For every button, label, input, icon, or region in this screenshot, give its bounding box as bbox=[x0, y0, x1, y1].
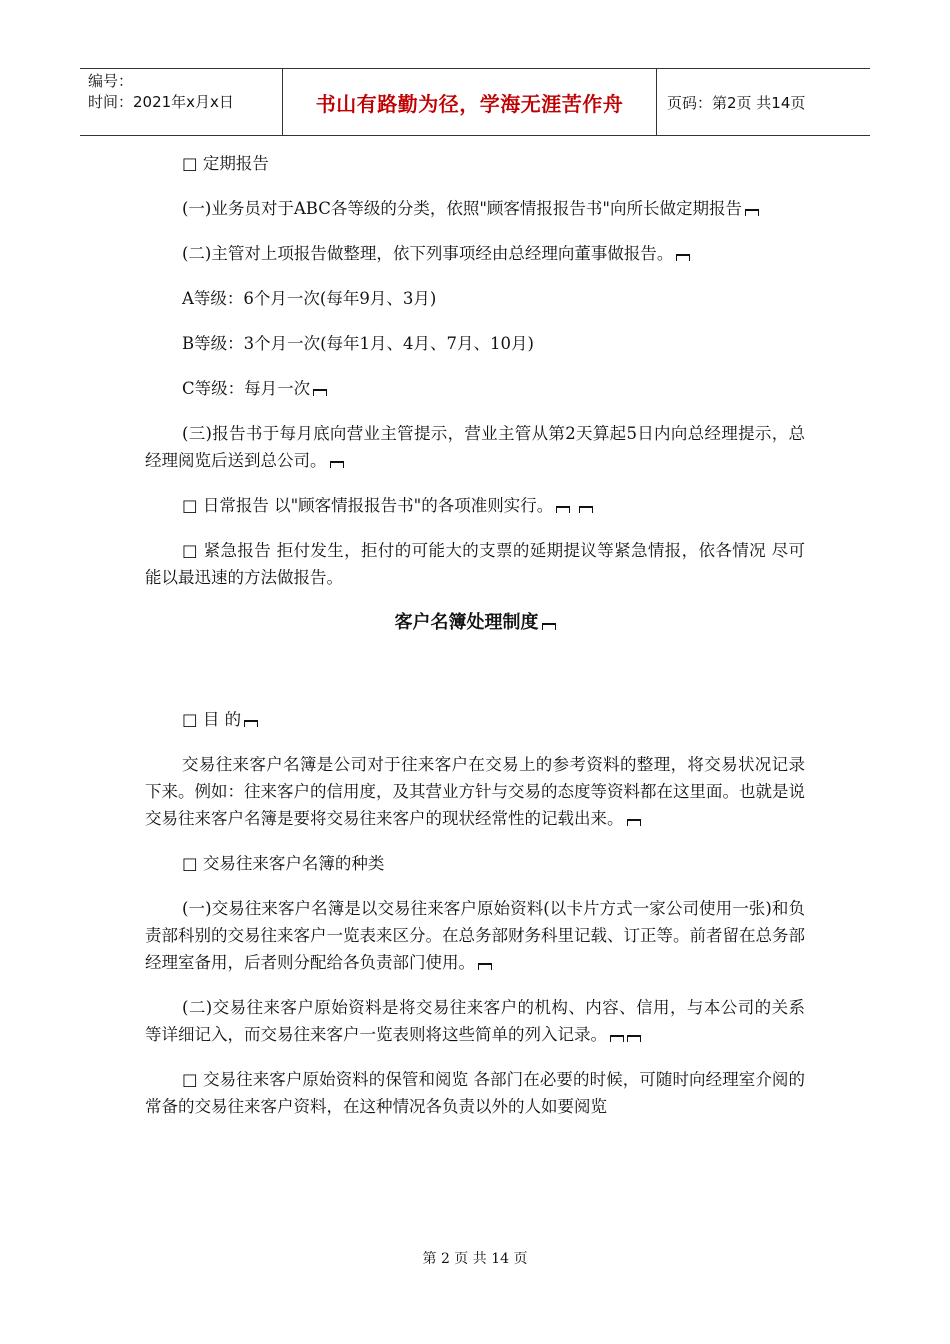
document-body bbox=[145, 150, 805, 1138]
paragraph: □ 日常报告 以"顾客情报报告书"的各项准则实行。 bbox=[145, 492, 805, 519]
paragraph: (一)交易往来客户名簿是以交易往来客户原始资料(以卡片方式一家公司使用一张)和负责部科别的交易往来客户一览表来区分。在总务部财务科里记载、订正等。前者留在总务部经理室备用，后者则分配给各负责部门使用。 bbox=[145, 899, 805, 972]
return-mark-icon bbox=[313, 389, 327, 396]
return-mark-icon bbox=[556, 506, 570, 513]
page-footer: 第 2 页 共 14 页 bbox=[422, 1251, 528, 1267]
time-label: 时间：2021年x月x日 bbox=[88, 93, 234, 111]
return-mark-icon bbox=[478, 963, 492, 970]
header-page-info: 页码：第2页 共14页 bbox=[667, 93, 806, 112]
paragraph: □ 目 的 bbox=[145, 706, 805, 733]
return-mark-icon bbox=[627, 819, 641, 826]
return-mark-icon bbox=[627, 1035, 641, 1042]
paragraph: □ 紧急报告 拒付发生，拒付的可能大的支票的延期提议等紧急情报，依各情况 尽可能以最迅速的方法做报告。 bbox=[145, 541, 805, 587]
paragraph: A等级：6个月一次(每年9月、3月) bbox=[182, 289, 437, 308]
paragraph: □ 定期报告 bbox=[182, 154, 269, 173]
paragraph: □ 交易往来客户原始资料的保管和阅览 各部门在必要的时候，可随时向经理室介阅的常备的交易往来客户资料，在这种情况各负责以外的人如要阅览 bbox=[145, 1070, 805, 1116]
return-mark-icon bbox=[579, 506, 593, 513]
section-title: 客户名簿处理制度 bbox=[145, 609, 805, 636]
return-mark-icon bbox=[330, 461, 344, 468]
return-mark-icon bbox=[542, 623, 556, 630]
paragraph: (三)报告书于每月底向营业主管提示，营业主管从第2天算起5日内向总经理提示，总经理阅览后送到总公司。 bbox=[145, 424, 805, 470]
return-mark-icon bbox=[244, 720, 258, 727]
return-mark-icon bbox=[745, 209, 759, 216]
paragraph: (二)交易往来客户原始资料是将交易往来客户的机构、内容、信用，与本公司的关系等详细记入，而交易往来客户一览表则将这些简单的列入记录。 bbox=[145, 998, 805, 1044]
page-header bbox=[80, 68, 870, 136]
return-mark-icon bbox=[676, 254, 690, 261]
paragraph: (一)业务员对于ABC各等级的分类，依照"顾客情报报告书"向所长做定期报告 bbox=[145, 195, 805, 222]
header-meta bbox=[80, 69, 282, 135]
header-motto: 书山有路勤为径，学海无涯苦作舟 bbox=[282, 69, 657, 135]
paragraph: C等级：每月一次 bbox=[145, 375, 805, 402]
paragraph: □ 交易往来客户名簿的种类 bbox=[182, 854, 385, 873]
return-mark-icon bbox=[610, 1035, 624, 1042]
number-label: 编号： bbox=[88, 72, 134, 90]
paragraph: 交易往来客户名簿是公司对于往来客户在交易上的参考资料的整理，将交易状况记录下来。例如：往来客户的信用度，及其营业方针与交易的态度等资料都在这里面。也就是说交易往来客户名簿是要将交易往来客户的现状经常性的记载出来。 bbox=[145, 755, 805, 828]
paragraph: B等级：3个月一次(每年1月、4月、7月、10月) bbox=[182, 334, 534, 353]
paragraph: (二)主管对上项报告做整理，依下列事项经由总经理向董事做报告。 bbox=[145, 240, 805, 267]
